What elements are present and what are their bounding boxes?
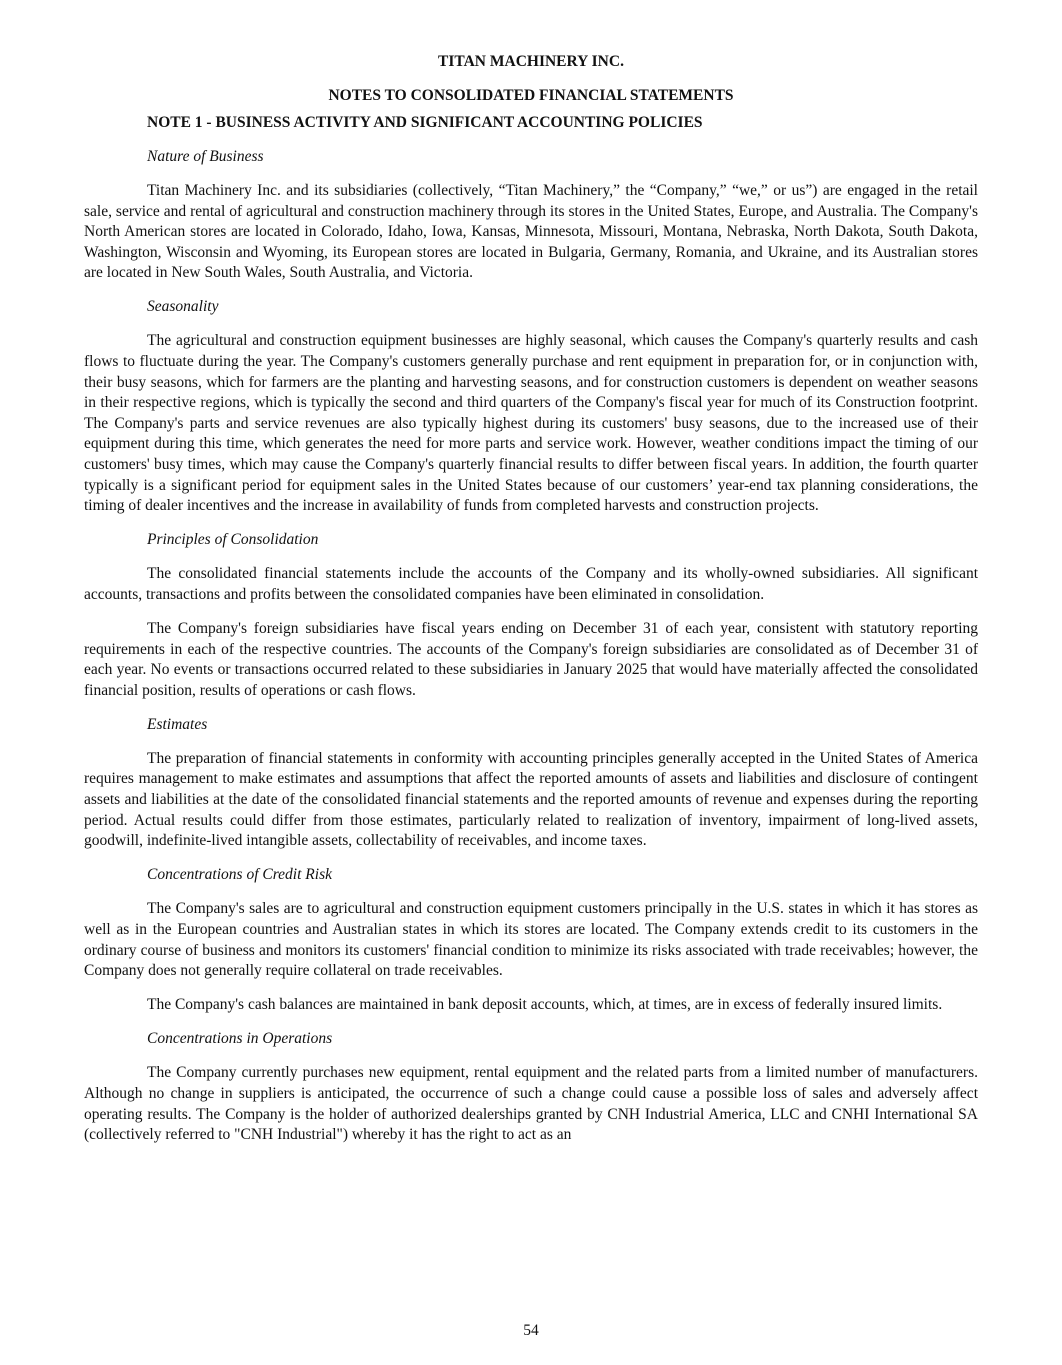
paragraph-seasonality: The agricultural and construction equipment businesses are highly seasonal, which causes the Company's quarterly results and cash flows to fluctuate during the year. The Company's customers generally purchase and rent equipment in preparation for, or in conjunction with, their busy seasons, which for farmers are the planting and harvesting seasons, and for construction customers is dependent on weather seasons in their respective regions, which is typically the second and third quarters of the Company's fiscal year for much of its Construction footprint. The Company's parts and service revenues are also typically highest during its customers' busy seasons, due to the increased use of their equipment during this time, which generates the need for more parts and service work. However, weather conditions impact the timing of our customers' busy times, which may cause the Company's quarterly financial results to differ between fiscal years. In addition, the fourth quarter typically is a significant period for equipment sales in the United States because of our customers’ year-end tax planning considerations, the timing of dealer incentives and the increase in availability of funds from completed harvests and construction projects. — [84, 332, 978, 515]
paragraph-operations: The Company currently purchases new equipment, rental equipment and the related parts from a limited number of manufacturers. Although no change in suppliers is anticipated, the occurrence of such a change could cause a possible loss of sales and adversely affect operating results. The Company is the holder of authorized dealerships granted by CNH Industrial America, LLC and CNHI International SA (collectively referred to "CNH Industrial") whereby it has the right to act as an — [84, 1064, 978, 1144]
paragraph-credit-risk-2: The Company's cash balances are maintained in bank deposit accounts, which, at times, are in excess of federally insured limits. — [147, 996, 943, 1014]
section-title-nature-of-business: Nature of Business — [147, 148, 264, 165]
section-title-credit-risk: Concentrations of Credit Risk — [147, 866, 332, 884]
note-heading: NOTE 1 - BUSINESS ACTIVITY AND SIGNIFICANT ACCOUNTING POLICIES — [147, 114, 703, 131]
document-title: NOTES TO CONSOLIDATED FINANCIAL STATEMENTS — [328, 87, 734, 104]
paragraph-consolidation-1: The consolidated financial statements include the accounts of the Company and its wholly-owned subsidiaries. All significant accounts, transactions and profits between the consolidated companies have been eliminated in consolidation. — [84, 565, 978, 603]
paragraph-estimates: The preparation of financial statements in conformity with accounting principles generally accepted in the United States of America requires management to make estimates and assumptions that affect the reported amounts of assets and liabilities and disclosure of contingent assets and liabilities at the date of the consolidated financial statements and the reported amounts of revenue and expenses during the reporting period. Actual results could differ from those estimates, particularly related to realization of inventory, impairment of long-lived assets, goodwill, indefinite-lived intangible assets, collectability of receivables, and income taxes. — [84, 749, 978, 850]
section-title-principles-of-consolidation: Principles of Consolidation — [147, 531, 319, 549]
paragraph-credit-risk-1: The Company's sales are to agricultural and construction equipment customers principally in the U.S. states in which it has stores as well as in the European countries and Australian states in which its stores are located. The Company extends credit to its customers in the ordinary course of business and monitors its customers' financial condition to minimize its risks associated with trade receivables; however, the Company does not generally require collateral on trade receivables. — [84, 900, 978, 980]
document-page — [84, 52, 978, 1159]
section-title-estimates: Estimates — [147, 715, 208, 733]
section-title-operations: Concentrations in Operations — [147, 1030, 333, 1048]
page-number: 54 — [523, 1322, 539, 1339]
paragraph-nature-of-business: Titan Machinery Inc. and its subsidiaries (collectively, “Titan Machinery,” the “Company,” “we,” or us”) are engaged in the retail sale, service and rental of agricultural and construction machinery through its stores in the United States, Europe, and Australia. The Company's North American stores are located in Colorado, Idaho, Iowa, Kansas, Minnesota, Missouri, Montana, Nebraska, North Dakota, South Dakota, Washington, Wisconsin and Wyoming, its European stores are located in Bulgaria, Germany, Romania, and Ukraine, and its Australian stores are located in New South Wales, South Australia, and Victoria. — [84, 182, 978, 282]
paragraph-consolidation-2: The Company's foreign subsidiaries have fiscal years ending on December 31 of each year, consistent with statutory reporting requirements in each of the respective countries. The accounts of the Company's foreign subsidiaries are consolidated as of December 31 of each year. No events or transactions occurred related to these subsidiaries in January 2025 that would have materially affected the consolidated financial position, results of operations or cash flows. — [84, 620, 978, 699]
section-title-seasonality: Seasonality — [147, 298, 219, 316]
company-name: TITAN MACHINERY INC. — [438, 53, 624, 70]
